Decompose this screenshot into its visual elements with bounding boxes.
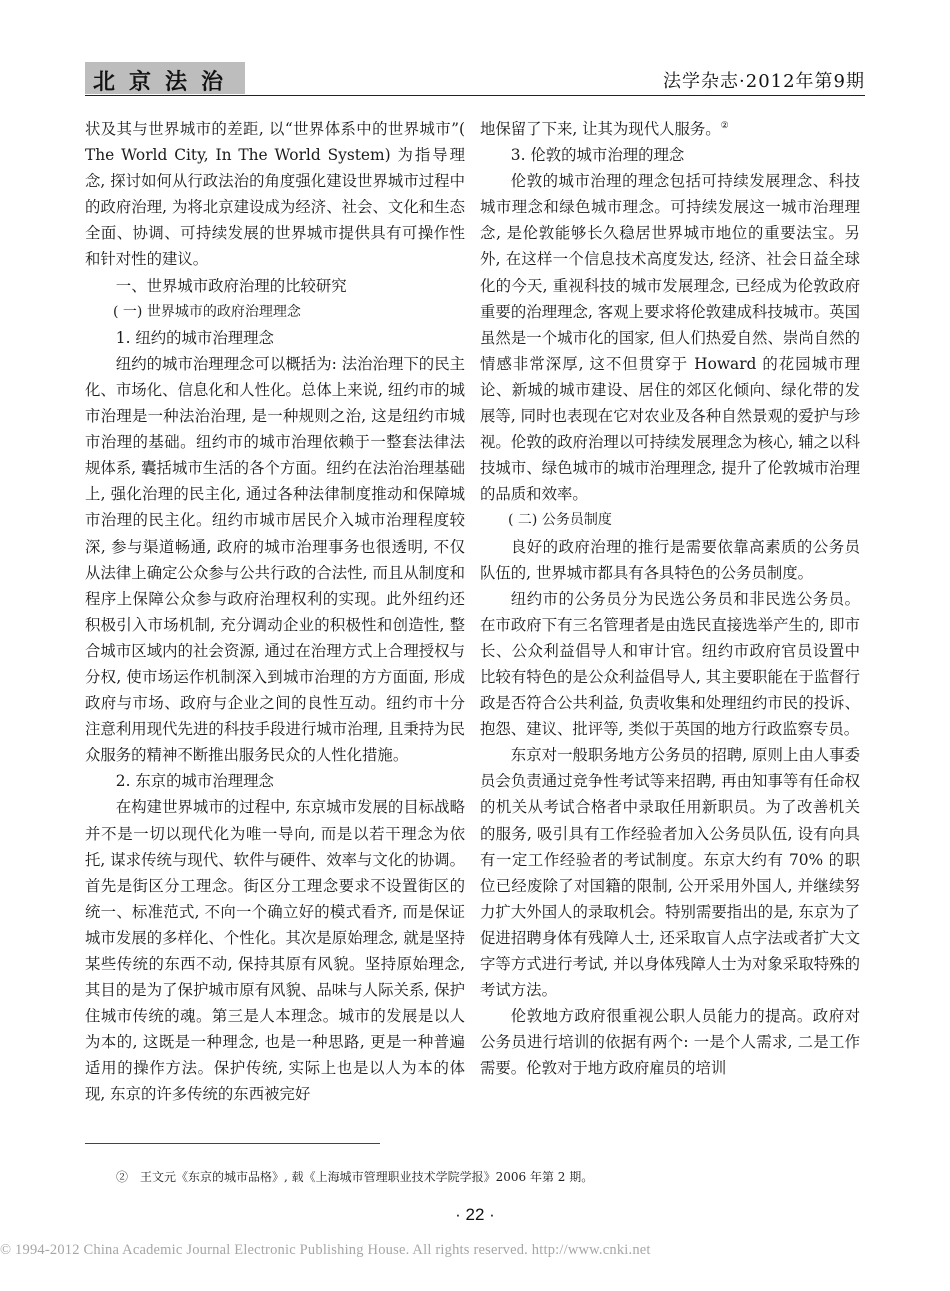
subsubsection-heading: 1. 纽约的城市治理理念 (115, 328, 274, 347)
paragraph: 在构建世界城市的过程中, 东京城市发展的目标战略并不是一切以现代化为唯一导向, 而是以若干理念为依托, 谋求传统与现代、软件与硬件、效率与文化的协调。首先是街区分工理念。街区分工理念要求不设置街区的统一、标准范式, 不向一个确立好的模式看齐, 而是保证城市发展的多样化、个性化。其次是原始理念, 就是坚持某些传统的东西不动, 保持其原有风貌。坚持原始理念, 其目的是为了保护城市原有风貌、品味与人际关系, 保护住城市传统的魂。第三是人本理念。城市的发展是以人为本的, 这既是一种理念, 也是一种思路, 更是一种普遍适用的操作方法。保护传统, 实际上也是以人为本的体现, 东京的许多传统的东西被完好 (85, 798, 465, 1104)
paragraph: 伦敦的城市治理的理念包括可持续发展理念、科技城市理念和绿色城市理念。可持续发展这一城市治理理念, 是伦敦能够长久稳居世界城市地位的重要法宝。另外, 在这样一个信息技术高度发达, 经济、社会日益全球化的今天, 重视科技的城市发展理念, 已经成为伦敦政府重要的治理理念, 客观上要求将伦敦建成科技城市。英国虽然是一个城市化的国家, 但人们热爱自然、崇尚自然的情感非常深厚, 这不但贯穿于 Howard 的花园城市理论、新城的城市建设、居住的郊区化倾向、绿化带的发展等, 同时也表现在它对农业及各种自然景观的爱护与珍视。伦敦的政府治理以可持续发展理念为核心, 辅之以科技城市、绿色城市的城市治理理念, 提升了伦敦城市治理的品质和效率。 (480, 172, 860, 504)
right-column (480, 116, 860, 1081)
paragraph: 纽约的城市治理理念可以概括为: 法治治理下的民主化、市场化、信息化和人性化。总体上来说, 纽约市的城市治理是一种法治治理, 是一种规则之治, 这是纽约市城市治理的基础。纽约市的城市治理依赖于一整套法律法规体系, 囊括城市生活的各个方面。纽约在法治治理基础上, 强化治理的民主化, 通过各种法律制度推动和保障城市治理的民主化。纽约市城市居民介入城市治理程度较深, 参与渠道畅通, 政府的城市治理事务也很透明, 不仅从法律上确定公众参与公共行政的合法性, 而且从制度和程序上保障公众参与政府治理权利的实现。此外纽约还积极引入市场机制, 充分调动企业的积极性和创造性, 整合城市区域内的社会资源, 通过在治理方式上合理授权与分权, 使市场运作机制深入到城市治理的方方面面, 形成政府与市场、政府与企业之间的良性互动。纽约市十分注意利用现代先进的科技手段进行城市治理, 且秉持为民众服务的精神不断推出服务民众的人性化措施。 (85, 354, 465, 765)
subsubsection-heading: 3. 伦敦的城市治理的理念 (510, 146, 685, 165)
footnote: ② 王文元《东京的城市品格》, 载《上海城市管理职业技术学院学报》2006 年第 2 期。 (116, 1170, 594, 1184)
paragraph (480, 116, 860, 142)
paragraph: 良好的政府治理的推行是需要依靠高素质的公务员队伍的, 世界城市都具有各具特色的公务员制度。 (480, 537, 860, 582)
copyright-watermark: © 1994-2012 China Academic Journal Electronic Publishing House. All rights reserved. http://www.cnki.net (0, 1242, 651, 1258)
subsection-heading: ( 二) 公务员制度 (508, 512, 612, 529)
header-section-box (85, 62, 245, 94)
subsection-heading: ( 一) 世界城市的政府治理理念 (113, 303, 301, 320)
paragraph: 状及其与世界城市的差距, 以“世界体系中的世界城市”( The World City, In The World System) 为指导理念, 探讨如何从行政法治的角度强化建设世界城市过程中的政府治理, 为将北京建设成为经济、社会、文化和生态全面、协调、可持续发展的世界城市提供具有可操作性和针对性的建议。 (85, 120, 465, 269)
header-rule (85, 95, 865, 96)
footnote-rule (85, 1143, 380, 1144)
footnote-marker[interactable]: ② (720, 120, 729, 131)
paragraph-text: 地保留了下来, 让其为现代人服务。 (480, 120, 721, 138)
header-section-title: 北京法治 (93, 70, 238, 95)
paragraph: 东京对一般职务地方公务员的招聘, 原则上由人事委员会负责通过竞争性考试等来招聘, 再由知事等有任命权的机关从考试合格者中录取任用新职员。为了改善机关的服务, 吸引具有工作经验者加入公务员队伍, 设有向具有一定工作经验者的考试制度。东京大约有 70% 的职位已经废除了对国籍的限制, 公开采用外国人, 并继续努力扩大外国人的录取机会。特别需要指出的是, 东京为了促进招聘身体有残障人士, 还采取盲人点字法或者扩大文字等方式进行考试, 并以身体残障人士为对象采取特殊的考试方法。 (480, 746, 860, 1000)
running-header (85, 62, 865, 94)
paragraph: 纽约市的公务员分为民选公务员和非民选公务员。在市政府下有三名管理者是由选民直接选举产生的, 即市长、公众利益倡导人和审计官。纽约市政府官员设置中比较有特色的是公众利益倡导人, 其主要职能在于监督行政是否符合公共利益, 负责收集和处理纽约市民的投诉、抱怨、建议、批评等, 类似于英国的地方行政监察专员。 (480, 589, 860, 739)
paragraph: 伦敦地方政府很重视公职人员能力的提高。政府对公务员进行培训的依据有两个: 一是个人需求, 二是工作需要。伦敦对于地方政府雇员的培训 (480, 1007, 860, 1078)
subsubsection-heading: 2. 东京的城市治理理念 (115, 772, 274, 791)
page-number: · 22 · (455, 1205, 495, 1224)
left-column (85, 116, 465, 1108)
header-journal-issue: 法学杂志·2012年第9期 (663, 71, 865, 92)
section-heading: 一、世界城市政府治理的比较研究 (115, 276, 347, 295)
